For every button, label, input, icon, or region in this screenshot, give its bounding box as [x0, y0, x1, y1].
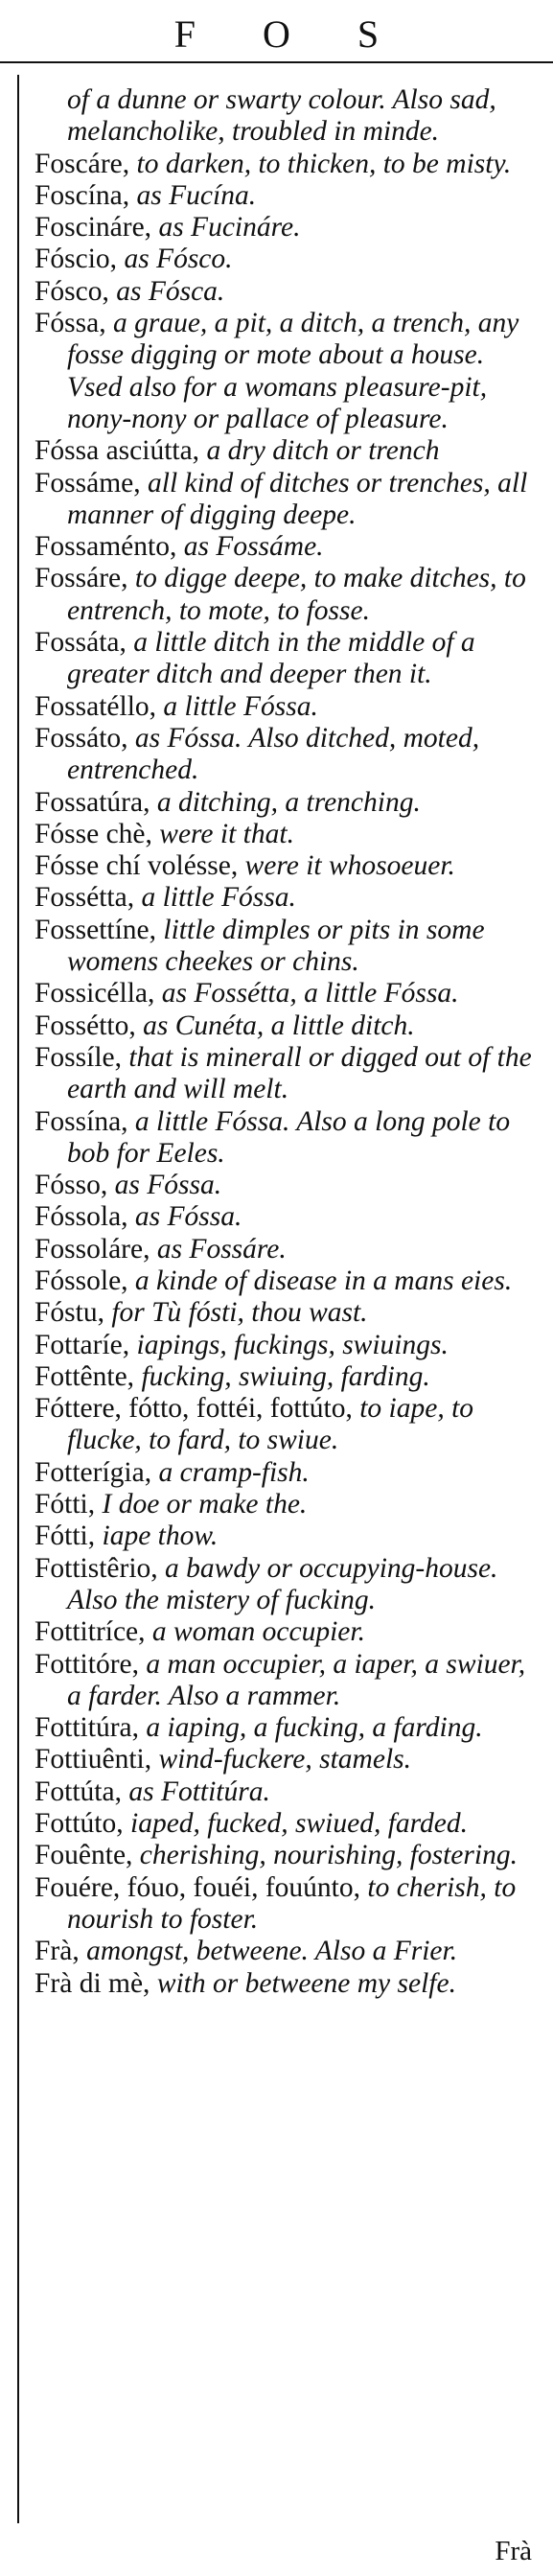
- headword: Fóssola,: [35, 1201, 128, 1233]
- definition: with or betweene my selfe.: [150, 1967, 456, 1999]
- headword: Fótti,: [35, 1489, 96, 1520]
- headword: Fóttere, fótto, fottéi, fottúto,: [35, 1393, 353, 1425]
- headword: Fossáto,: [35, 722, 128, 754]
- headword: Fottiuênti,: [35, 1744, 152, 1775]
- dictionary-entry: [35, 1042, 544, 1106]
- dictionary-entry: [35, 1872, 544, 1937]
- definition: as Fósca.: [108, 275, 225, 307]
- definition: amongst, betweene. Also a Frier.: [79, 1936, 458, 1967]
- headword: Fossaménto,: [35, 531, 177, 563]
- dictionary-entry: [35, 882, 544, 914]
- definition: as Fóssa.: [127, 1201, 242, 1233]
- definition: iaped, fucked, swiued, farded.: [123, 1808, 469, 1840]
- dictionary-entry: [35, 978, 544, 1010]
- dictionary-entry: [35, 1840, 544, 1871]
- headword: Fósso,: [35, 1170, 108, 1201]
- definition: wind-fuckere, stamels.: [151, 1744, 412, 1775]
- dictionary-entry: [35, 1010, 544, 1042]
- definition: as Fóssa.: [107, 1170, 222, 1201]
- dictionary-entry: [35, 850, 544, 882]
- headword: Fósse chè,: [35, 818, 152, 849]
- dictionary-entry: [35, 723, 544, 787]
- headword: Fossína,: [35, 1105, 128, 1137]
- headword: Frà,: [35, 1936, 80, 1967]
- dictionary-entry: [35, 149, 544, 180]
- dictionary-entry: [35, 563, 544, 627]
- headword: Fossettíne,: [35, 914, 157, 945]
- definition: a iaping, a fucking, a farding.: [138, 1712, 483, 1744]
- headword: Fossatéllo,: [35, 690, 157, 722]
- definition: a little Fóssa. Also a long pole to bob for Eeles.: [67, 1105, 511, 1169]
- definition: a cramp-fish.: [151, 1456, 310, 1488]
- headword: Fossoláre,: [35, 1233, 150, 1265]
- page-title: F O S: [173, 12, 408, 56]
- definition: little dimples or pits in some womens cheekes or chins.: [67, 914, 485, 978]
- dictionary-entry: [35, 1616, 544, 1648]
- dictionary-entry: [35, 180, 544, 212]
- headword: Fósse chí volésse,: [35, 850, 239, 882]
- dictionary-entry: [35, 1489, 544, 1520]
- headword: Fottaríe,: [35, 1329, 130, 1360]
- headword: Fossáta,: [35, 627, 127, 659]
- definition: a bawdy or occupying-house. Also the mistery of fucking.: [67, 1552, 498, 1615]
- definition: as Cunéta, a little ditch.: [135, 1010, 415, 1041]
- definition: were it whosoeuer.: [238, 850, 455, 882]
- headword: Fósco,: [35, 275, 109, 307]
- definition: a woman occupier.: [145, 1616, 365, 1648]
- headword: Fóstu,: [35, 1297, 104, 1329]
- definition: to iape, to flucke, to fard, to swiue.: [67, 1393, 474, 1456]
- dictionary-entry: [35, 1457, 544, 1489]
- dictionary-entry: [35, 1712, 544, 1744]
- headword: Frà di mè,: [35, 1967, 150, 1999]
- definition: a man occupier, a iaper, a swiuer, a farder. Also a rammer.: [67, 1648, 526, 1711]
- definition: that is minerall or digged out of the earth and will melt.: [67, 1041, 532, 1105]
- definition: iapings, fuckings, swiuings.: [129, 1329, 449, 1360]
- definition: as Fóssa. Also ditched, moted, entrenched.: [67, 722, 480, 786]
- headword: Foscína,: [35, 179, 130, 211]
- dictionary-entry: [35, 1234, 544, 1265]
- catchword: Frà: [495, 2536, 532, 2566]
- definition: as Fucináre.: [151, 212, 301, 244]
- headword: Fossáme,: [35, 467, 141, 499]
- dictionary-entry: [35, 1361, 544, 1393]
- headword: Fossatúra,: [35, 786, 150, 818]
- definition: a little ditch in the middle of a greater ditch and deeper then it.: [67, 627, 475, 690]
- headword: Fossétta,: [35, 882, 135, 914]
- dictionary-entry: [35, 1520, 544, 1552]
- headword: Fottitríce,: [35, 1616, 146, 1648]
- definition: as Fossétta, a little Fóssa.: [154, 978, 459, 1010]
- dictionary-entry: [35, 1936, 544, 1967]
- headword: Fottitóre,: [35, 1648, 139, 1680]
- dictionary-entry: [35, 1968, 544, 2000]
- dictionary-entry: [35, 308, 544, 435]
- column-rule: [17, 75, 19, 2523]
- headword: Foscináre,: [35, 212, 152, 244]
- headword: Fottúto,: [35, 1808, 124, 1840]
- dictionary-entry: [35, 1170, 544, 1201]
- dictionary-entry: [35, 212, 544, 244]
- headword: Fótti,: [35, 1520, 96, 1552]
- definition: as Fossáme.: [176, 531, 324, 563]
- definition: a graue, a pit, a ditch, a trench, any fosse digging or mote about a house. Vsed also for a womans pleasure-pit, nony-nony or pallace of pleasure.: [67, 308, 519, 434]
- definition: a dry ditch or trench: [199, 435, 440, 467]
- definition: fucking, swiuing, farding.: [134, 1360, 430, 1392]
- definition: as Fottitúra.: [121, 1775, 270, 1807]
- definition: cherishing, nourishing, fostering.: [132, 1840, 518, 1871]
- definition: as Fossáre.: [150, 1233, 287, 1265]
- dictionary-entry: [35, 819, 544, 850]
- headword: Fossicélla,: [35, 978, 155, 1010]
- definition: as Fósco.: [117, 244, 233, 275]
- headword: Fóssole,: [35, 1265, 128, 1296]
- dictionary-entry: [35, 1808, 544, 1840]
- definition: as Fucína.: [129, 179, 257, 211]
- dictionary-column: [35, 84, 544, 2000]
- headword: Fottistêrio,: [35, 1552, 158, 1584]
- definition: iape thow.: [95, 1520, 219, 1552]
- definition: to digge deepe, to make ditches, to entrench, to mote, to fosse.: [67, 563, 526, 626]
- dictionary-entry: [35, 915, 544, 979]
- dictionary-entry: [35, 1744, 544, 1775]
- page-header: [0, 0, 553, 63]
- headword: Fottúta,: [35, 1775, 122, 1807]
- dictionary-entry: [35, 627, 544, 691]
- headword: Fossétto,: [35, 1010, 136, 1041]
- dictionary-entry: [35, 1297, 544, 1329]
- dictionary-entry: [35, 435, 544, 467]
- dictionary-entry: [35, 787, 544, 819]
- entry-list: [35, 149, 544, 2000]
- headword: Fóscio,: [35, 244, 118, 275]
- definition: were it that.: [151, 818, 294, 849]
- headword: Fotterígia,: [35, 1456, 152, 1488]
- definition: to darken, to thicken, to be misty.: [129, 148, 512, 179]
- definition: a kinde of disease in a mans eies.: [127, 1265, 513, 1296]
- dictionary-entry: [35, 244, 544, 275]
- headword: Fossíle,: [35, 1041, 122, 1073]
- definition: a little Fóssa.: [156, 690, 318, 722]
- dictionary-entry: [35, 276, 544, 308]
- dictionary-entry: [35, 1776, 544, 1808]
- continued-entry: of a dunne or swarty colour. Also sad, melancholike, troubled in minde.: [67, 84, 496, 148]
- dictionary-entry: [35, 1553, 544, 1617]
- definition: to cherish, to nourish to foster.: [67, 1871, 517, 1935]
- definition: a ditching, a trenching.: [150, 786, 421, 818]
- definition: all kind of ditches or trenches, all manner of digging deepe.: [67, 467, 528, 530]
- dictionary-entry: [35, 1201, 544, 1233]
- headword: Fóssa asciútta,: [35, 435, 200, 467]
- dictionary-entry: [35, 468, 544, 532]
- dictionary-entry: [35, 1393, 544, 1457]
- headword: Fossáre,: [35, 563, 128, 594]
- headword: Fouênte,: [35, 1840, 133, 1871]
- dictionary-entry: [35, 1649, 544, 1713]
- headword: Fouére, fóuo, fouéi, fouúnto,: [35, 1871, 360, 1903]
- headword: Fottitúra,: [35, 1712, 139, 1744]
- headword: Fottênte,: [35, 1360, 135, 1392]
- dictionary-entry: [35, 691, 544, 723]
- definition: for Tù fósti, thou wast.: [104, 1297, 368, 1329]
- dictionary-entry: [35, 1265, 544, 1297]
- definition: I doe or make the.: [95, 1489, 308, 1520]
- definition: a little Fóssa.: [134, 882, 296, 914]
- dictionary-entry: [35, 1330, 544, 1361]
- header-rule: [0, 61, 553, 63]
- headword: Foscáre,: [35, 148, 130, 179]
- dictionary-entry: [35, 531, 544, 563]
- headword: Fóssa,: [35, 308, 106, 339]
- dictionary-entry: [35, 1106, 544, 1171]
